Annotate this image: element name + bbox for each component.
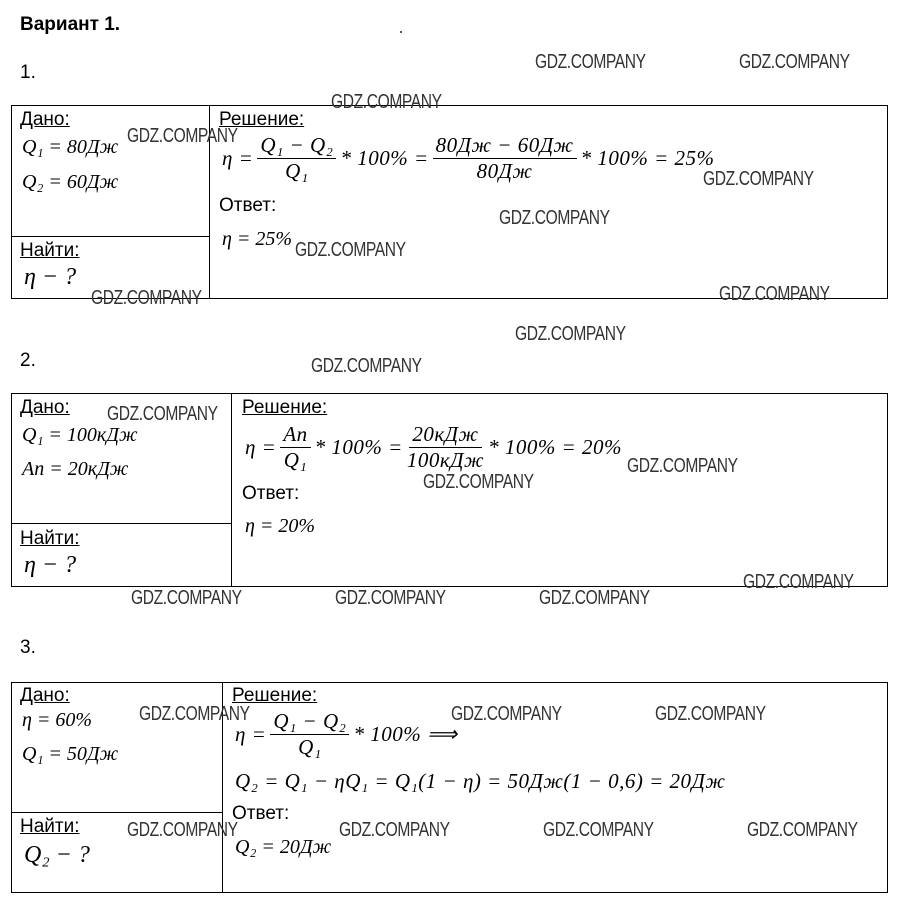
problem-1-given-find-divider bbox=[11, 236, 209, 237]
problem-1-formula-mid: * 100% = bbox=[340, 146, 429, 171]
problem-2-number: 2. bbox=[20, 350, 36, 371]
problem-2-fraction-1-denominator: Q₁ bbox=[283, 448, 308, 473]
watermark: GDZ.COMPANY bbox=[703, 168, 814, 190]
problem-3-number: 3. bbox=[20, 637, 36, 658]
problem-3-fraction-1-denominator: Q₁ bbox=[298, 735, 322, 760]
watermark: GDZ.COMPANY bbox=[655, 703, 766, 725]
problem-1-given-1: Q₁ = 80Дж bbox=[22, 136, 119, 158]
problem-1-formula-lhs: η = bbox=[222, 146, 254, 171]
watermark: GDZ.COMPANY bbox=[127, 819, 238, 841]
problem-2-fraction-1 bbox=[280, 423, 310, 472]
problem-1-given-label: Дано: bbox=[20, 109, 70, 130]
stray-dot bbox=[400, 31, 402, 33]
problem-1-fraction-1-denominator: Q₁ bbox=[285, 159, 309, 184]
problem-1-fraction-1 bbox=[257, 134, 336, 183]
watermark: GDZ.COMPANY bbox=[311, 355, 422, 377]
watermark: GDZ.COMPANY bbox=[339, 819, 450, 841]
problem-3-formula bbox=[235, 710, 458, 759]
problem-1-fraction-2 bbox=[433, 134, 577, 183]
problem-1-formula-tail: * 100% = 25% bbox=[580, 146, 715, 171]
problem-2-fraction-2-denominator: 100кДж bbox=[406, 448, 485, 473]
problem-1-solution-label: Решение: bbox=[219, 109, 305, 130]
problem-1-find-label: Найти: bbox=[20, 240, 80, 261]
problem-2-find-label: Найти: bbox=[20, 528, 80, 549]
problem-2-fraction-2 bbox=[407, 423, 484, 472]
problem-1-fraction-2-numerator: 80Дж − 60Дж bbox=[433, 134, 577, 159]
problem-2-given-label: Дано: bbox=[20, 397, 70, 418]
watermark: GDZ.COMPANY bbox=[131, 587, 242, 609]
problem-2-find-value: η − ? bbox=[24, 552, 77, 578]
problem-1-find-value: η − ? bbox=[24, 264, 77, 290]
problem-1-fraction-2-denominator: 80Дж bbox=[476, 159, 533, 184]
watermark: GDZ.COMPANY bbox=[139, 703, 250, 725]
watermark: GDZ.COMPANY bbox=[515, 323, 626, 345]
watermark: GDZ.COMPANY bbox=[423, 471, 534, 493]
watermark: GDZ.COMPANY bbox=[535, 51, 646, 73]
problem-3-fraction-1-numerator: Q₁ − Q₂ bbox=[270, 710, 349, 735]
problem-3-solution-label: Решение: bbox=[232, 685, 318, 706]
watermark: GDZ.COMPANY bbox=[107, 403, 218, 425]
problem-2-fraction-2-numerator: 20кДж bbox=[409, 423, 481, 448]
problem-2-answer-value: η = 20% bbox=[245, 515, 316, 537]
problem-2-formula-tail: * 100% = 20% bbox=[488, 435, 622, 460]
problem-3-given-1: η = 60% bbox=[22, 709, 93, 731]
watermark: GDZ.COMPANY bbox=[331, 91, 442, 113]
problem-3-fraction-1 bbox=[270, 710, 349, 759]
watermark: GDZ.COMPANY bbox=[627, 455, 738, 477]
problem-2-given-find-divider bbox=[11, 523, 231, 524]
problem-2-solution-label: Решение: bbox=[242, 397, 328, 418]
problem-3-given-label: Дано: bbox=[20, 685, 70, 706]
problem-3-find-value: Q₂ − ? bbox=[24, 842, 90, 868]
problem-2-answer-label: Ответ: bbox=[242, 483, 300, 504]
watermark: GDZ.COMPANY bbox=[743, 571, 854, 593]
watermark: GDZ.COMPANY bbox=[499, 207, 610, 229]
problem-2-given-1: Q₁ = 100кДж bbox=[22, 424, 138, 446]
problem-1-fraction-1-numerator: Q₁ − Q₂ bbox=[257, 134, 336, 159]
watermark: GDZ.COMPANY bbox=[539, 587, 650, 609]
problem-2-fraction-1-numerator: Aп bbox=[280, 423, 310, 448]
watermark: GDZ.COMPANY bbox=[335, 587, 446, 609]
problem-1-formula bbox=[222, 134, 715, 183]
watermark: GDZ.COMPANY bbox=[451, 703, 562, 725]
problem-2-formula-mid: * 100% = bbox=[314, 435, 403, 460]
problem-1-answer-label: Ответ: bbox=[219, 195, 277, 216]
watermark: GDZ.COMPANY bbox=[739, 51, 850, 73]
problem-1-answer-value: η = 25% bbox=[222, 228, 293, 250]
problem-2-formula-lhs: η = bbox=[245, 435, 277, 460]
watermark: GDZ.COMPANY bbox=[543, 819, 654, 841]
problem-3-find-label: Найти: bbox=[20, 816, 80, 837]
watermark: GDZ.COMPANY bbox=[747, 819, 858, 841]
problem-3-given-2: Q₁ = 50Дж bbox=[22, 743, 119, 765]
problem-3-formula-line-2: Q₂ = Q₁ − ηQ₁ = Q₁(1 − η) = 50Дж(1 − 0,6) = 20Дж bbox=[235, 769, 726, 793]
watermark: GDZ.COMPANY bbox=[295, 239, 406, 261]
problem-1-number: 1. bbox=[20, 62, 36, 83]
problem-1-given-2: Q₂ = 60Дж bbox=[22, 171, 119, 193]
page-title: Вариант 1. bbox=[20, 14, 121, 35]
problem-3-formula-lhs: η = bbox=[235, 722, 267, 747]
watermark: GDZ.COMPANY bbox=[127, 125, 238, 147]
problem-3-answer-value: Q₂ = 20Дж bbox=[235, 836, 332, 858]
problem-3-answer-label: Ответ: bbox=[232, 803, 290, 824]
watermark: GDZ.COMPANY bbox=[719, 283, 830, 305]
watermark: GDZ.COMPANY bbox=[91, 287, 202, 309]
problem-3-given-find-divider bbox=[11, 812, 222, 813]
problem-3-formula-tail: * 100% ⟹ bbox=[353, 722, 458, 747]
problem-2-divider bbox=[231, 393, 232, 587]
problem-2-formula bbox=[245, 423, 622, 472]
problem-2-given-2: Aп = 20кДж bbox=[22, 458, 129, 480]
